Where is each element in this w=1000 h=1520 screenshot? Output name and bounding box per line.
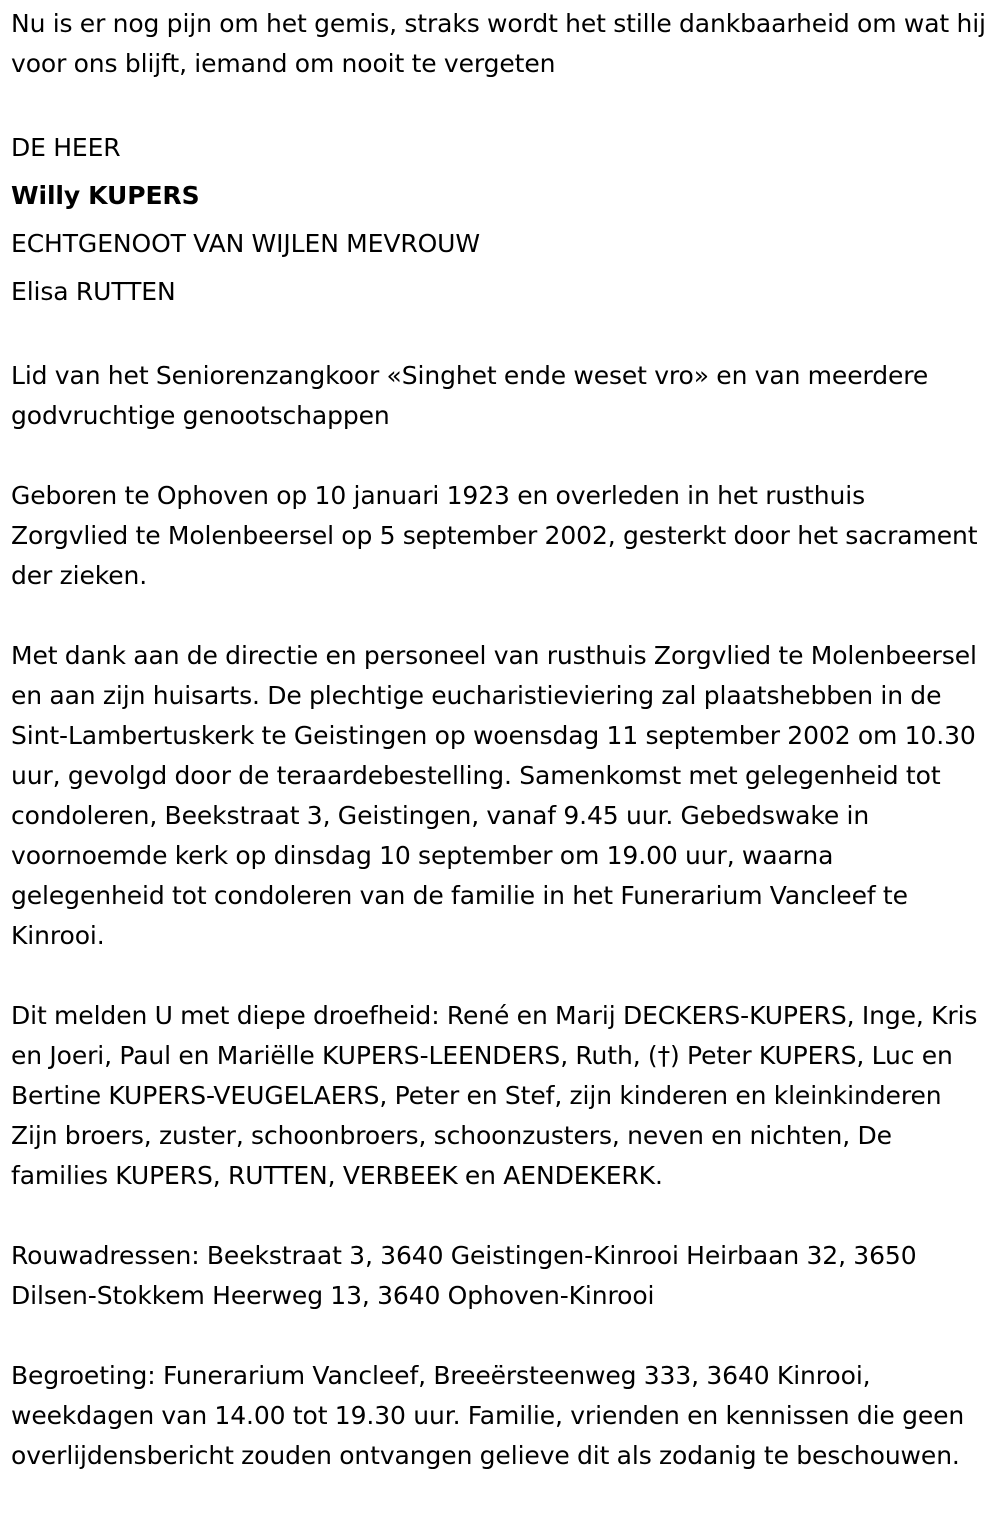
deceased-name: Willy KUPERS (11, 181, 200, 210)
spacer (11, 596, 986, 636)
spacer (11, 84, 986, 124)
addresses-paragraph: Rouwadressen: Beekstraat 3, 3640 Geistingen-Kinrooi Heirbaan 32, 3650 Dilsen-Stokkem Heerweg 13, 3640 Ophoven-Kinrooi (11, 1241, 917, 1310)
viewing-paragraph: Begroeting: Funerarium Vancleef, Breeërsteenweg 333, 3640 Kinrooi, weekdagen van 14.00 tot 19.30 uur. Familie, vrienden en kennissen die geen overlijdensbericht zouden ontvangen gelieve dit als zodanig te beschouwen. (11, 1361, 965, 1470)
spacer (11, 1196, 986, 1236)
family-text-before-cross: Dit melden U met diepe droefheid: René en Marij DECKERS-KUPERS, Inge, Kris en Joeri, Paul en Mariëlle KUPERS-LEENDERS, Ruth, ( (11, 1001, 978, 1070)
opening-quote: Nu is er nog pijn om het gemis, straks wordt het stille dankbaarheid om wat hij voor ons blijft, iemand om nooit te vergeten (11, 9, 986, 78)
spacer (11, 1316, 986, 1356)
membership-paragraph: Lid van het Seniorenzangkoor «Singhet ende weset vro» en van meerdere godvruchtige genootschappen (11, 361, 929, 430)
spacer (11, 436, 986, 476)
spouse-prefix: ECHTGENOOT VAN WIJLEN MEVROUW (11, 229, 480, 258)
death-notice-document (11, 4, 986, 1476)
birth-death-paragraph: Geboren te Ophoven op 10 januari 1923 en overleden in het rusthuis Zorgvlied te Molenbeersel op 5 september 2002, gesterkt door het sacrament der zieken. (11, 481, 978, 590)
spouse-name: Elisa RUTTEN (11, 277, 176, 306)
family-text-after-cross: ) Peter KUPERS, Luc en Bertine KUPERS-VEUGELAERS, Peter en Stef, zijn kinderen en kleinkinderen Zijn broers, zuster, schoonbroers, schoonzusters, neven en nichten, De families KUPERS, RUTTEN, VERBEEK en AENDEKERK. (11, 1041, 953, 1190)
ceremony-paragraph: Met dank aan de directie en personeel van rusthuis Zorgvlied te Molenbeersel en aan zijn huisarts. De plechtige eucharistieviering zal plaatshebben in de Sint-Lambertuskerk te Geistingen op woensdag 11 september 2002 om 10.30 uur, gevolgd door de teraardebestelling. Samenkomst met gelegenheid tot condoleren, Beekstraat 3, Geistingen, vanaf 9.45 uur. Gebedswake in voornoemde kerk op dinsdag 10 september om 19.00 uur, waarna gelegenheid tot condoleren van de familie in het Funerarium Vancleef te Kinrooi. (11, 641, 977, 950)
title-prefix: DE HEER (11, 133, 121, 162)
spacer (11, 316, 986, 356)
cross-icon: † (657, 1041, 670, 1070)
family-paragraph (11, 996, 986, 1196)
spacer (11, 956, 986, 996)
